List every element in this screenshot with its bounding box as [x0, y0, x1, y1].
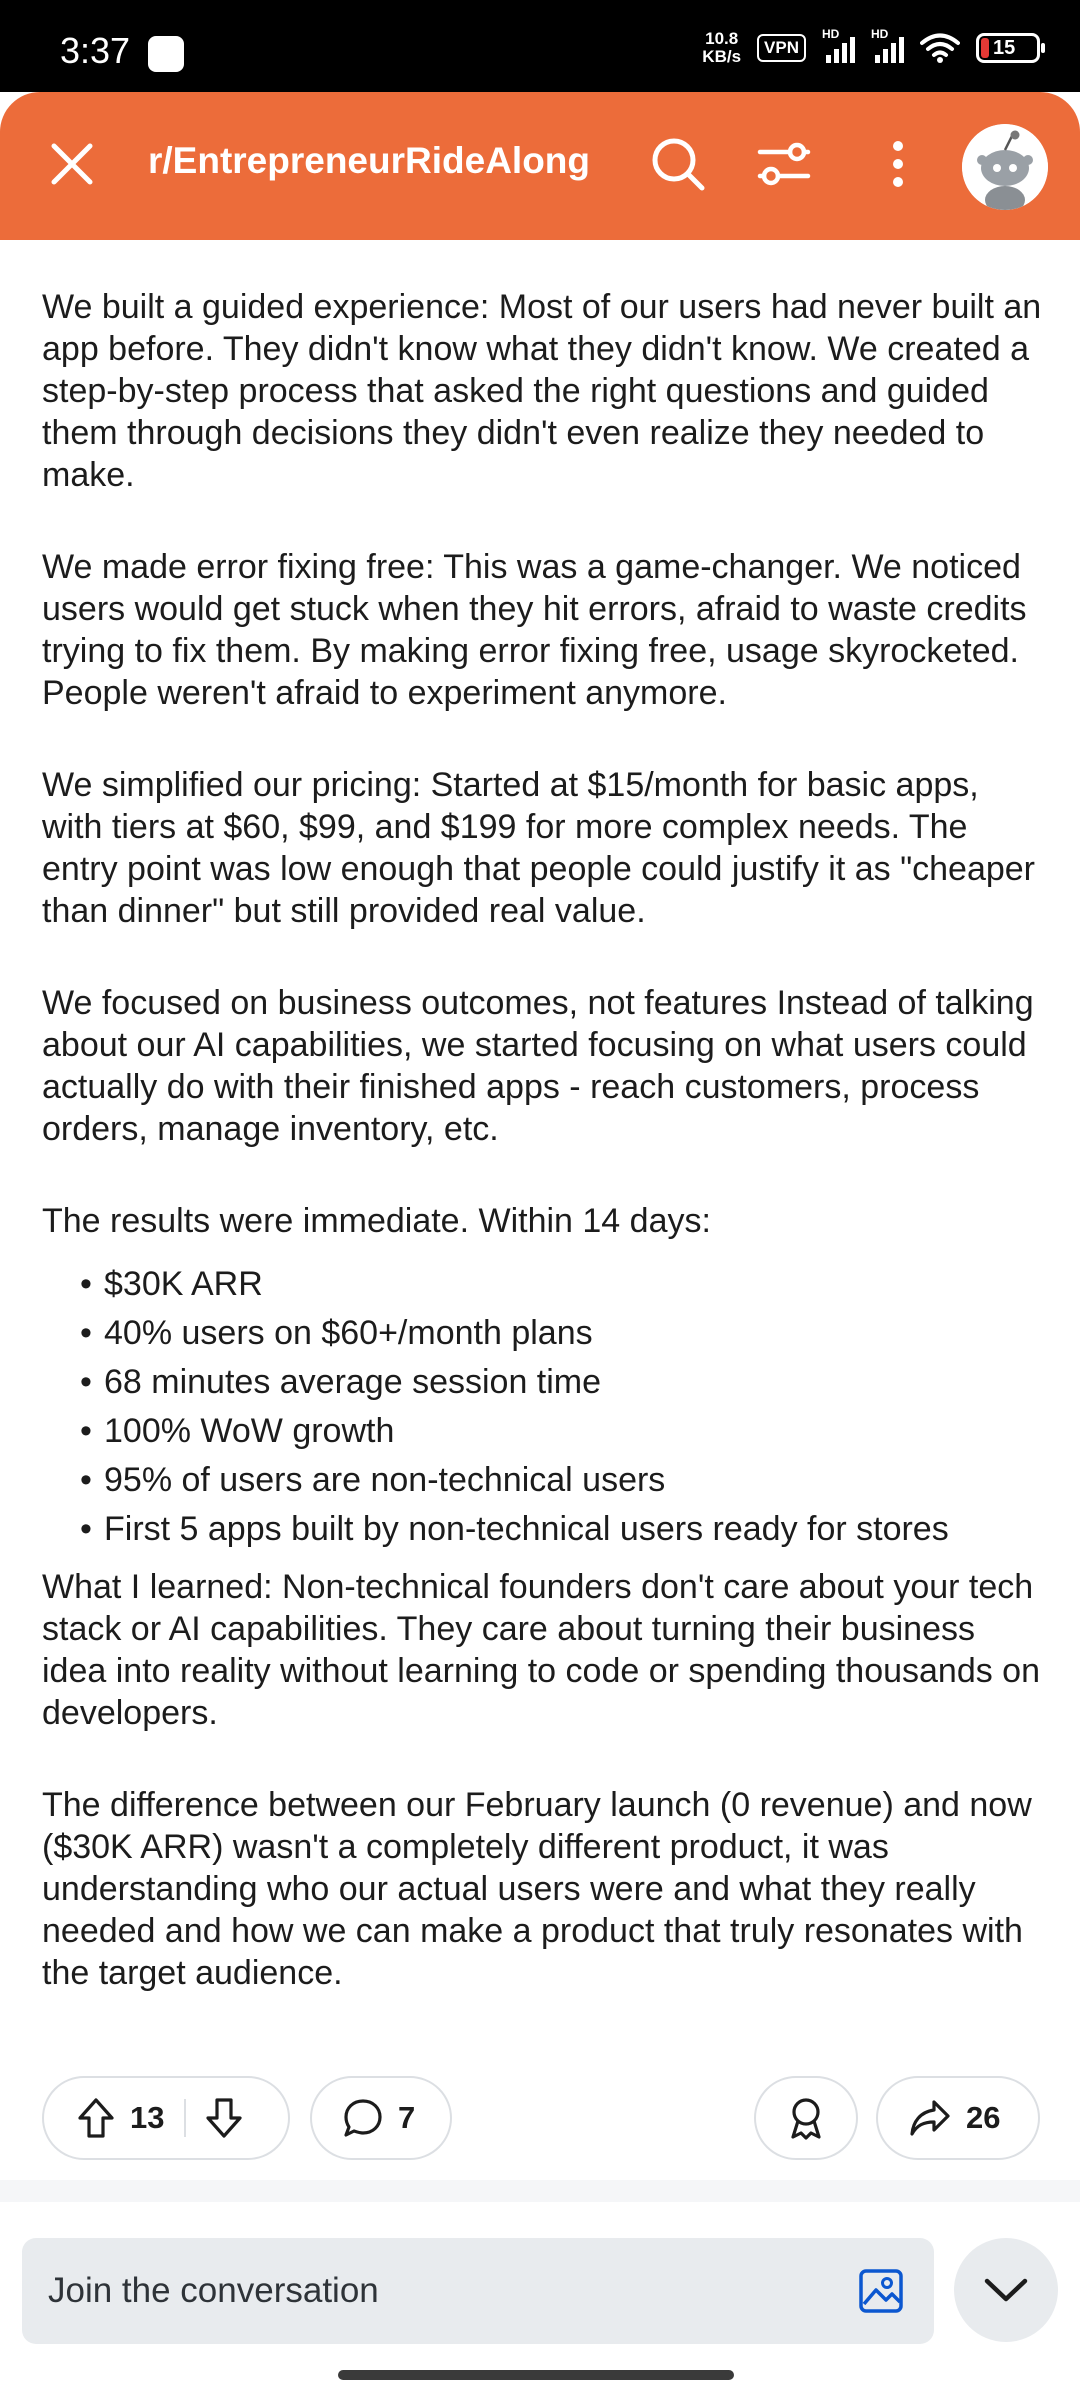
- results-list: [42, 1260, 1047, 1554]
- list-item: • $30K ARR: [80, 1260, 1047, 1309]
- downvote-icon[interactable]: [204, 2096, 244, 2140]
- post-paragraph: We simplified our pricing: Started at $15/month for basic apps, with tiers at $60, $99, and $199 for more complex needs. The entry point was low enough that people could justify it as "cheaper than dinner" but still provided real value.: [42, 766, 1036, 930]
- results-intro: The results were immediate. Within 14 days:: [42, 1202, 711, 1240]
- battery-level: [981, 38, 989, 58]
- upvote-count: 13: [130, 2100, 165, 2135]
- battery-icon: [976, 33, 1040, 63]
- post-paragraph: The difference between our February launch (0 revenue) and now ($30K ARR) wasn't a completely different product, it was understanding who our actual users were and what they really needed and how we can make a product that truly resonates with the target audience.: [42, 1786, 1032, 1992]
- share-button[interactable]: [876, 2076, 1040, 2160]
- user-avatar[interactable]: [962, 124, 1048, 210]
- list-item: • 95% of users are non-technical users: [80, 1456, 1047, 1505]
- signal-hd-label: HD: [822, 27, 840, 41]
- subreddit-name[interactable]: r/EntrepreneurRideAlong: [148, 140, 590, 181]
- award-button[interactable]: [754, 2076, 858, 2160]
- status-bar: [0, 0, 1080, 92]
- snoo-avatar-icon: [962, 124, 1048, 210]
- chevron-down-icon: [983, 2275, 1029, 2305]
- upvote-icon[interactable]: [76, 2096, 116, 2140]
- signal-hd-label-2: HD: [871, 27, 889, 41]
- battery-percent: 15: [993, 36, 1016, 59]
- list-item: • 100% WoW growth: [80, 1407, 1047, 1456]
- share-count: 26: [966, 2100, 1001, 2135]
- vote-divider: [184, 2099, 186, 2137]
- section-divider: [0, 2180, 1080, 2202]
- close-icon[interactable]: [44, 136, 100, 192]
- award-icon: [785, 2095, 827, 2141]
- post-body: [42, 286, 1047, 1994]
- post-action-bar: [42, 2076, 1040, 2160]
- post-paragraph: We made error fixing free: This was a game-changer. We noticed users would get stuck when they hit errors, afraid to waste credits trying to fix them. By making error fixing free, usage skyrocketed. People weren't afraid to experiment anymore.: [42, 548, 1027, 712]
- post-paragraph: We focused on business outcomes, not features Instead of talking about our AI capabilities, we started focusing on what users could actually do with their finished apps - reach customers, process orders, manage inventory, etc.: [42, 984, 1034, 1148]
- comments-button[interactable]: [310, 2076, 452, 2160]
- status-time: 3:37: [60, 30, 131, 71]
- composer-placeholder: Join the conversation: [48, 2271, 379, 2310]
- signal-icon: [822, 27, 855, 63]
- search-icon[interactable]: [646, 132, 710, 196]
- network-speed: [702, 30, 741, 66]
- filter-icon[interactable]: [752, 132, 816, 196]
- subreddit-header: [0, 92, 1080, 240]
- comment-composer-input[interactable]: [22, 2238, 934, 2344]
- wifi-icon: [920, 32, 960, 64]
- network-speed-value: 10.8: [705, 29, 739, 48]
- post-paragraph: What I learned: Non-technical founders don't care about your tech stack or AI capabilities. They care about turning their business idea into reality without learning to code or spending thousands on developers.: [42, 1568, 1041, 1732]
- vpn-badge: VPN: [757, 34, 806, 62]
- notification-app-icon: [148, 36, 184, 72]
- image-icon[interactable]: [856, 2266, 906, 2316]
- list-item: • 40% users on $60+/month plans: [80, 1309, 1047, 1358]
- share-icon: [908, 2098, 952, 2138]
- list-item: • First 5 apps built by non-technical users ready for stores: [80, 1505, 1047, 1554]
- comment-icon: [342, 2097, 384, 2139]
- more-options-icon[interactable]: [870, 132, 926, 196]
- home-indicator[interactable]: [338, 2370, 734, 2380]
- vote-control: [42, 2076, 290, 2160]
- comment-count: 7: [398, 2100, 416, 2135]
- status-indicators: [702, 28, 1040, 68]
- signal-icon-2: [871, 27, 904, 63]
- collapse-button[interactable]: [954, 2238, 1058, 2342]
- list-item: • 68 minutes average session time: [80, 1358, 1047, 1407]
- network-speed-unit: KB/s: [702, 47, 742, 66]
- post-paragraph: We built a guided experience: Most of our users had never built an app before. They didn't know what they didn't know. We created a step-by-step process that asked the right questions and guided them through decisions they didn't even realize they needed to make.: [42, 288, 1042, 494]
